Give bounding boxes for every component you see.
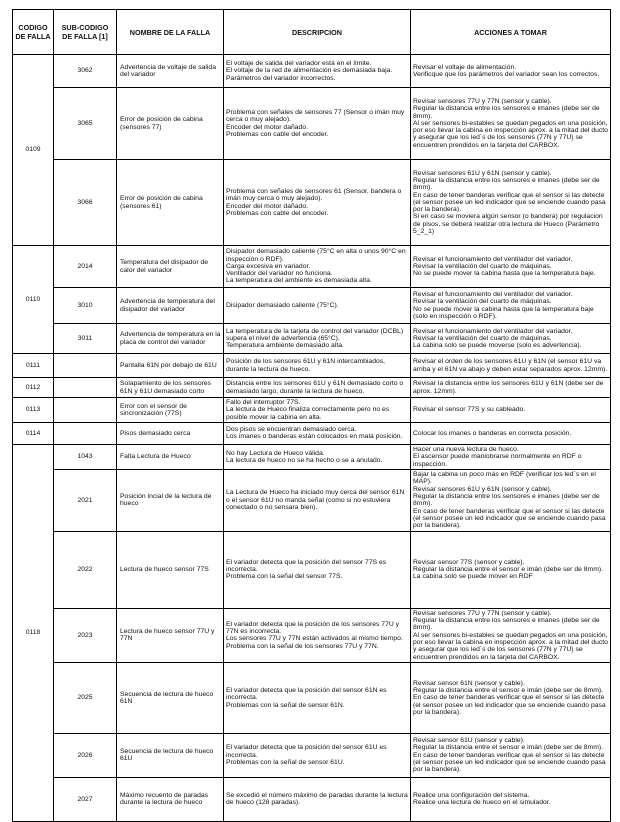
description-cell-text: El variador detecta que la posición del sensor 61N es incorrecta. Problemas con la señal de sensor 61N. xyxy=(226,686,387,709)
subcode-cell xyxy=(54,378,117,398)
table-row xyxy=(13,531,611,608)
fault-code-cell: 0110 xyxy=(13,246,54,354)
subcode-cell-text: 1043 xyxy=(77,453,93,461)
description-cell-text: Dos pisos se encuentran demasiado cerca. Los imanes o banderas están colocados en mala posición. xyxy=(226,426,403,441)
description-cell xyxy=(224,733,411,777)
subcode-cell-text: 2014 xyxy=(77,262,93,270)
subcode-cell-text: 2025 xyxy=(77,694,93,702)
description-cell xyxy=(224,378,411,398)
fault-name-cell-text: Solapamiento de los sensores 61N y 61U demasiado corto xyxy=(120,380,212,395)
subcode-cell xyxy=(54,324,117,354)
table-row xyxy=(13,246,611,288)
table-row xyxy=(13,422,611,444)
fault-name-cell-text: Secuencia de lectura de hueco 61U xyxy=(120,748,214,763)
table-row xyxy=(13,398,611,423)
subcode-cell-text: 3062 xyxy=(77,67,93,75)
actions-cell xyxy=(411,88,611,160)
actions-cell xyxy=(411,444,611,469)
subcode-cell-text: 2026 xyxy=(77,751,93,759)
header-descripcion: DESCRIPCION xyxy=(224,10,411,55)
actions-cell-text: Revisar el funcionamiento del ventilador del variador. Revisar la ventilación del cuarto de máquinas. No se puede mover la cabina hasta que la temperatura baje. xyxy=(413,255,596,278)
table-row xyxy=(13,88,611,160)
actions-cell xyxy=(411,324,611,354)
fault-code-cell: 0113 xyxy=(13,398,54,423)
table-row xyxy=(13,777,611,821)
subcode-cell xyxy=(54,288,117,324)
description-cell xyxy=(224,324,411,354)
fault-name-cell-text: Pantalla 61N por debajo de 61U xyxy=(120,361,217,369)
subcode-cell xyxy=(54,160,117,246)
fault-name-cell-text: Error con el sensor de sincronización (77S) xyxy=(120,402,187,417)
description-cell-text: Se excedió el número máximo de paradas durante la lectura de hueco (128 paradas). xyxy=(226,792,408,807)
fault-name-cell xyxy=(117,733,224,777)
fault-name-cell-text: Pisos demasiado cerca xyxy=(120,429,191,437)
fault-name-cell xyxy=(117,354,224,378)
fault-name-cell xyxy=(117,55,224,88)
actions-cell xyxy=(411,469,611,531)
actions-cell-text: Hacer una nueva lectura de hueco. El ascensor puede maniobrarse normalmente en RDF o inspección. xyxy=(413,445,582,468)
description-cell-text: Disipador demasiado caliente (75°C). xyxy=(226,301,339,309)
fault-name-cell xyxy=(117,531,224,608)
fault-name-cell-text: Temperatura del disipador de calor del variador xyxy=(120,259,209,274)
subcode-cell-text: 2022 xyxy=(77,565,93,573)
description-cell xyxy=(224,88,411,160)
subcode-cell-text: 2027 xyxy=(77,795,93,803)
table-header-row xyxy=(13,10,611,55)
actions-cell xyxy=(411,398,611,423)
subcode-cell xyxy=(54,246,117,288)
actions-cell-text: Revisar la distancia entre los sensores 61U y 61N (debe ser de aprox. 12mm). xyxy=(413,380,604,395)
actions-cell-text: Colocar los imanes o banderas en correcta posición. xyxy=(413,429,572,437)
fault-name-cell-text: Máximo recuento de paradas durante la lectura de hueco xyxy=(120,792,209,807)
actions-cell xyxy=(411,354,611,378)
fault-name-cell xyxy=(117,608,224,662)
actions-cell-text: Revisar el voltaje de alimentación. Verificque que los parámetros del variador sean los correctos. xyxy=(413,63,600,78)
header-nombre: NOMBRE DE LA FALLA xyxy=(117,10,224,55)
subcode-cell xyxy=(54,422,117,444)
description-cell xyxy=(224,398,411,423)
description-cell-text: El variador detecta que la posición de los sensores 77U y 77N es incorrecta. Los sensores 77U y 77N están activados al mismo tiempo. Problema con la señal de los sensores 77U y 77N. xyxy=(226,620,403,650)
table-row xyxy=(13,733,611,777)
description-cell xyxy=(224,160,411,246)
fault-code-cell: 0114 xyxy=(13,422,54,444)
fault-name-cell-text: Advertencia de voltaje de salida del variador xyxy=(120,63,216,78)
description-cell-text: Fallo del interruptor 77S. La lectura de Hueco finaliza correctamente pero no es posible mover la cabina en alta. xyxy=(226,399,390,421)
description-cell xyxy=(224,531,411,608)
subcode-cell xyxy=(54,354,117,378)
description-cell xyxy=(224,469,411,531)
subcode-cell xyxy=(54,662,117,733)
table-row xyxy=(13,160,611,246)
subcode-cell xyxy=(54,531,117,608)
subcode-cell xyxy=(54,88,117,160)
description-cell-text: El voltaje de salida del variador está en el límite. El voltaje de la red de alimentación es demasiada baja. Parámetros del variador incorrectos. xyxy=(226,60,393,82)
actions-cell xyxy=(411,246,611,288)
actions-cell-text: Revisar el sensor 77S y su cableado. xyxy=(413,406,526,414)
table-row xyxy=(13,608,611,662)
subcode-cell xyxy=(54,444,117,469)
actions-cell xyxy=(411,422,611,444)
subcode-cell-text: 3010 xyxy=(77,301,93,309)
description-cell xyxy=(224,662,411,733)
header-subcodigo: SUB-CODIGO DE FALLA [1] xyxy=(54,10,117,55)
subcode-cell xyxy=(54,55,117,88)
header-acciones: ACCIONES A TOMAR xyxy=(411,10,611,55)
actions-cell xyxy=(411,160,611,246)
fault-code-table xyxy=(12,9,611,822)
fault-name-cell-text: Posición incial de la lectura de hueco xyxy=(120,492,212,508)
fault-name-cell xyxy=(117,378,224,398)
actions-cell xyxy=(411,378,611,398)
subcode-cell-text: 2021 xyxy=(77,496,93,504)
description-cell-text: La temperatura de la tarjeta de control del variador (DCBL) supera el nivel de advertencia (65°C). Temperatura ambiente demasiado alta. xyxy=(226,327,404,350)
description-cell xyxy=(224,422,411,444)
fault-name-cell xyxy=(117,324,224,354)
subcode-cell xyxy=(54,608,117,662)
table-row xyxy=(13,444,611,469)
fault-name-cell-text: Lectura de hueco sensor 77U y 77N xyxy=(120,627,215,643)
actions-cell-text: Revisar sensor 61N (sensor y cable). Regular la distancia entre el sensor e imán (debe ser de 8mm). En caso de tener banderas verificar que el sensor si las detecte (el sensor posee un led indicador que se enciende cuando pasa por la bandera). xyxy=(413,679,606,716)
fault-code-document xyxy=(12,9,610,822)
fault-name-cell xyxy=(117,469,224,531)
description-cell xyxy=(224,444,411,469)
fault-name-cell-text: Advertencia de temperatura en la placa de control del variador xyxy=(120,331,221,346)
fault-name-cell-text: Secuencia de lectura de hueco 61N xyxy=(120,690,214,705)
subcode-cell xyxy=(54,733,117,777)
description-cell-text: El variador detecta que la posición del sensor 77S es incorrecta. Problema con la señal del sensor 77S. xyxy=(226,558,387,581)
fault-name-cell xyxy=(117,662,224,733)
subcode-cell-text: 2023 xyxy=(77,631,93,639)
fault-name-cell-text: Advertencia de temperatura del disipador del variador xyxy=(120,298,215,313)
fault-name-cell-text: Lectura de hueco sensor 77S xyxy=(120,565,209,573)
table-row xyxy=(13,662,611,733)
actions-cell-text: Revisar sensor 61U (sensor y cable). Regular la distancia entre el sensor e imán (debe ser de 8mm). En caso de tener banderas verificar que el sensor si las detecte (el sensor posee un led indicador que se enciende cuando pasa por la bandera). xyxy=(413,737,606,774)
table-row xyxy=(13,469,611,531)
subcode-cell xyxy=(54,469,117,531)
actions-cell-text: Revisar el orden de los sensores 61U y 61N (el sensor 61U va arriba y el 61N va abajo y deben estar separados aprox. 12mm). xyxy=(413,358,608,373)
fault-name-cell xyxy=(117,444,224,469)
description-cell-text: La Lectura de Hueco ha iniciado muy cerca del sensor 61N o el sensor 61U no manda señal (como si no estuviera conectado o no sensara bien). xyxy=(226,489,405,511)
actions-cell xyxy=(411,662,611,733)
fault-name-cell xyxy=(117,246,224,288)
fault-name-cell-text: Error de posición de cabina (sensores 61) xyxy=(120,195,203,210)
table-row xyxy=(13,378,611,398)
actions-cell xyxy=(411,55,611,88)
actions-cell-text: Revisar el funcionamiento del ventilador del variador. Revisar la ventilación del cuarto de máquinas. No se puede mover la cabina hasta que la temperatura baje (solo en inspección o RDF). xyxy=(413,290,594,320)
subcode-cell-text: 3065 xyxy=(77,119,93,127)
fault-name-cell xyxy=(117,88,224,160)
fault-code-cell: 0111 xyxy=(13,354,54,378)
fault-name-cell xyxy=(117,160,224,246)
actions-cell xyxy=(411,733,611,777)
description-cell-text: Problema con señales de sensores 77 (Sensor o imán muy cerca o muy alejado). Encoder del motor dañado. Problemas con cable del encoder. xyxy=(226,108,405,138)
fault-name-cell xyxy=(117,777,224,821)
description-cell xyxy=(224,354,411,378)
actions-cell-text: Revisar sensores 77U y 77N (sensor y cable). Regular la distancia entre los sensores e imanes (debe ser de 8mm). Al ser sensores bi-estables se quedan pegados en una posición, por eso llevar la cabina en inspección aprox. a la mitad del ducto y asegurar que los led´s de los sensores (77N y 77U) se encuentren prendidos en la tarjeta del CARBOX. xyxy=(413,609,608,661)
description-cell-text: Distancia entre los sensores 61U y 61N demasiado corto o demasiado largo, durante la lectura de hueco. xyxy=(226,380,404,395)
description-cell xyxy=(224,55,411,88)
description-cell xyxy=(224,777,411,821)
subcode-cell xyxy=(54,777,117,821)
description-cell xyxy=(224,288,411,324)
table-row xyxy=(13,55,611,88)
description-cell-text: El variador detecta que la posición del sensor 61U es incorrecta. Problemas con la señal de sensor 61U. xyxy=(226,744,387,767)
actions-cell-text: Revisar el funcionamiento del ventilador del variador. Revisar la ventilación del cuarto de máquinas. La cabina solo se puede moverse (solo es advertencia). xyxy=(413,327,582,350)
actions-cell-text: Revisar sensores 61U y 61N (sensor y cable). Regular la distancia entre los sensores e imanes (debe ser de 8mm). En caso de tener banderas verificar que el sensor si las detecte (el sensor posee un led indicador que se enciende cuando pasa por la bandera). Si en caso se moviera algún sensor (o bandera) por regulacion de pisos, se deberá realizar otra lectura de Hueco (Parámetro 5_2_1) xyxy=(413,169,606,236)
fault-name-cell-text: Error de posición de cabina (sensores 77) xyxy=(120,116,203,131)
actions-cell xyxy=(411,288,611,324)
fault-code-cell: 0112 xyxy=(13,378,54,398)
subcode-cell xyxy=(54,398,117,423)
table-row xyxy=(13,288,611,324)
subcode-cell-text: 3066 xyxy=(77,198,93,206)
description-cell-text: Disipador demasiado caliente (75°C en alta o unos 90°C en inspección o RDF). Carga excesiva en variador. Ventilador del variador no funciona. La temperatura del ambiente es demasiada alta. xyxy=(226,248,406,285)
table-row xyxy=(13,354,611,378)
subcode-cell-text: 3011 xyxy=(77,334,93,342)
description-cell-text: No hay Lectura de Hueco válida. La lectura de hueco no se ha hecho o se a anulado. xyxy=(226,449,383,464)
fault-name-cell xyxy=(117,398,224,423)
table-row xyxy=(13,324,611,354)
fault-name-cell-text: Falta Lectura de Hueco xyxy=(120,453,191,461)
actions-cell-text: Realice una configuración del sistema. Realice una lectura de hueco en el simulador. xyxy=(413,792,551,807)
actions-cell xyxy=(411,777,611,821)
table-body xyxy=(13,55,611,822)
actions-cell xyxy=(411,531,611,608)
actions-cell-text: Bajar la cabina un poco más en RDF (verificar los led´s en el MAP). Revisar sensores 61U y 61N (sensor y cable). Regular la distancia entre los sensores e imanes (debe ser de 8mm). En caso de tener banderas verificar que el sensor si las detecte (el sensor posee un led indicador que se enciende cuando pasa por la bandera). xyxy=(413,470,606,530)
fault-name-cell xyxy=(117,422,224,444)
fault-name-cell xyxy=(117,288,224,324)
fault-code-cell: 0118 xyxy=(13,444,54,821)
description-cell xyxy=(224,246,411,288)
description-cell xyxy=(224,608,411,662)
fault-code-cell: 0109 xyxy=(13,55,54,246)
actions-cell-text: Revisar sensores 77U y 77N (sensor y cable). Regular la distancia entre los sensores e imanes (debe ser de 8mm). Al ser sensores bi-estables se quedan pegados en una posición, por eso llevar la cabina en inspección aprox. a la mitad del ducto y asegurar que los led´s de los sensores (77N y 77U) se encuentren prendidos en la tarjeta del CARBOX. xyxy=(413,97,608,149)
actions-cell xyxy=(411,608,611,662)
actions-cell-text: Revisar sensor 77S (sensor y cable). Regular la distancia entre el sensor e imán (debe ser de 8mm). La cabina solo se puede mover en RDF xyxy=(413,558,604,581)
description-cell-text: Problema con señales de sensores 61 (Sensor, bandera o imán muy cerca o muy alejado). Encoder del motor dañado. Problemas con cable del encoder. xyxy=(226,187,402,217)
header-codigo: CODIGO DE FALLA xyxy=(13,10,54,55)
description-cell-text: Posición de los sensores 61U y 61N intercambiados, durante la lectura de hueco. xyxy=(226,358,386,373)
